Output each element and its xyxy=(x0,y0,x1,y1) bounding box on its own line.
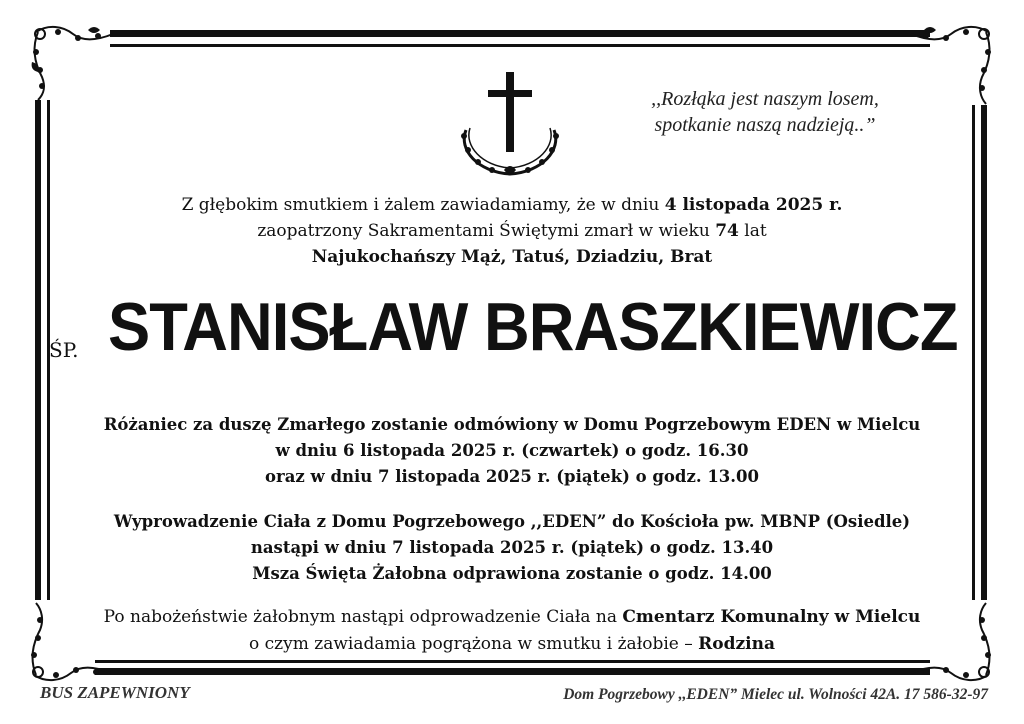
quote-line-1: ,,Rozłąka jest naszym losem, xyxy=(651,88,879,110)
funeral-line-2: nastąpi w dniu 7 listopada 2025 r. (piątek) o godz. 13.40 xyxy=(250,538,774,557)
quote xyxy=(600,86,930,138)
family: Rodzina xyxy=(698,634,775,654)
deceased-name: STANISŁAW BRASZKIEWICZ xyxy=(108,289,958,365)
frame-top-outer xyxy=(110,30,930,37)
relations: Najukochańszy Mąż, Tatuś, Dziadziu, Brat xyxy=(311,247,713,267)
funeral-line-3: Msza Święta Żałobna odprawiona zostanie o godz. 14.00 xyxy=(252,564,772,583)
cross-wreath xyxy=(448,70,572,180)
final-info xyxy=(60,604,964,658)
intro-text: zaopatrzony Sakramentami Świętymi zmarł w wieku xyxy=(257,221,716,241)
name-prefix: ŚP. xyxy=(49,338,79,362)
frame-left-outer xyxy=(35,100,41,600)
intro-text: Z głębokim smutkiem i żalem zawiadamiamy, że w dniu xyxy=(181,195,665,215)
final-line-1 xyxy=(60,604,964,631)
final-text: Po nabożeństwie żałobnym nastąpi odprowadzenie Ciała na xyxy=(103,607,623,627)
cross-icon xyxy=(488,72,532,152)
intro-text: lat xyxy=(738,221,767,241)
intro-line-1 xyxy=(60,192,964,218)
rosary-info xyxy=(60,412,964,490)
final-text: o czym zawiadamia pogrążona w smutku i żałobie – xyxy=(249,634,699,654)
intro-line-2 xyxy=(60,218,964,244)
death-date: 4 listopada 2025 r. xyxy=(664,195,843,215)
rosary-line-3: oraz w dniu 7 listopada 2025 r. (piątek) o godz. 13.00 xyxy=(265,467,759,486)
final-line-2 xyxy=(60,631,964,658)
bus-notice: BUS ZAPEWNIONY xyxy=(40,683,190,702)
funeral-info xyxy=(60,509,964,587)
announcement-intro xyxy=(60,192,964,270)
deceased-name-row xyxy=(45,286,985,376)
cemetery: Cmentarz Komunalny w Mielcu xyxy=(622,607,921,627)
rosary-line-1: Różaniec za duszę Zmarłego zostanie odmówiony w Domu Pogrzebowym EDEN w Mielcu xyxy=(103,415,921,434)
funeral-line-1: Wyprowadzenie Ciała z Domu Pogrzebowego ,,EDEN” do Kościoła pw. MBNP (Osiedle) xyxy=(113,512,911,531)
funeral-home-contact: Dom Pogrzebowy ,,EDEN” Mielec ul. Wolności 42A. 17 586-32-97 xyxy=(563,686,988,703)
frame-bottom-inner xyxy=(95,660,930,663)
frame-top-inner xyxy=(110,44,930,47)
rosary-line-2: w dniu 6 listopada 2025 r. (czwartek) o godz. 16.30 xyxy=(275,441,749,460)
age: 74 xyxy=(715,221,739,241)
floral-corner-icon xyxy=(28,22,118,102)
frame-bottom-outer xyxy=(95,668,930,675)
quote-line-2: spotkanie naszą nadzieją..” xyxy=(654,114,876,136)
intro-line-3 xyxy=(60,244,964,270)
